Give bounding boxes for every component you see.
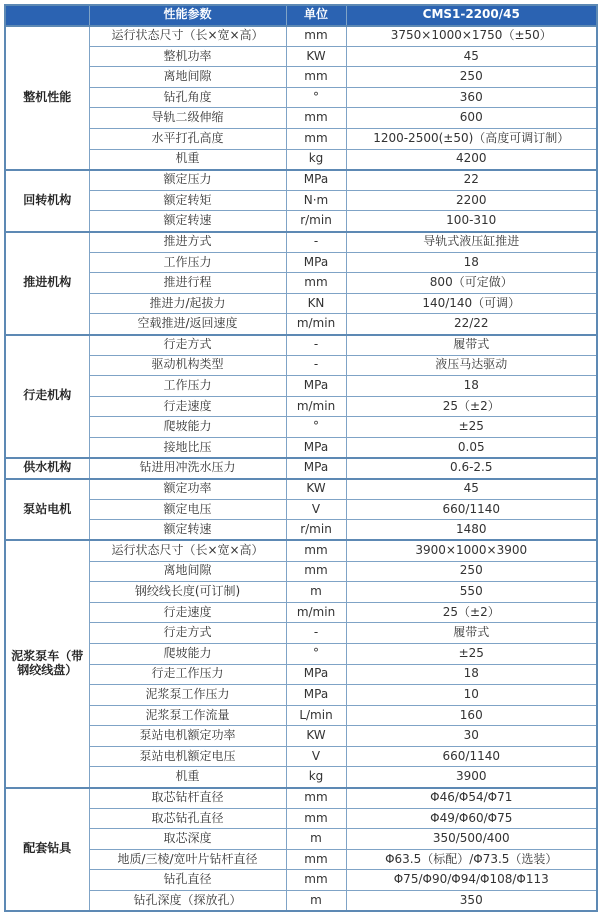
spec-value: ±25	[346, 417, 597, 438]
unit-label: kg	[286, 767, 346, 788]
spec-row	[5, 458, 597, 479]
spec-row	[5, 417, 597, 438]
spec-value: 660/1140	[346, 499, 597, 520]
spec-row	[5, 479, 597, 500]
spec-row	[5, 190, 597, 211]
unit-label: m	[286, 829, 346, 850]
spec-row	[5, 396, 597, 417]
spec-row	[5, 293, 597, 314]
spec-row	[5, 26, 597, 47]
spec-value: 18	[346, 664, 597, 685]
spec-row	[5, 335, 597, 356]
spec-row	[5, 437, 597, 458]
spec-value: 1480	[346, 520, 597, 541]
spec-value: 22/22	[346, 314, 597, 335]
param-name: 额定压力	[89, 170, 286, 191]
param-name: 接地比压	[89, 437, 286, 458]
param-name: 行走速度	[89, 396, 286, 417]
header-group-cell	[5, 5, 89, 26]
spec-row	[5, 67, 597, 88]
spec-row	[5, 252, 597, 273]
unit-label: mm	[286, 870, 346, 891]
unit-label: °	[286, 643, 346, 664]
param-name: 取芯钻孔直径	[89, 808, 286, 829]
spec-row	[5, 499, 597, 520]
spec-value: 25（±2）	[346, 602, 597, 623]
param-name: 额定转速	[89, 520, 286, 541]
spec-row	[5, 602, 597, 623]
spec-row	[5, 540, 597, 561]
param-name: 行走速度	[89, 602, 286, 623]
unit-label: m/min	[286, 602, 346, 623]
param-name: 工作压力	[89, 252, 286, 273]
unit-label: mm	[286, 273, 346, 294]
unit-label: r/min	[286, 520, 346, 541]
spec-row	[5, 685, 597, 706]
group-label: 供水机构	[5, 458, 89, 479]
unit-label: -	[286, 355, 346, 376]
param-name: 水平打孔高度	[89, 129, 286, 150]
header-unit-cell: 单位	[286, 5, 346, 26]
spec-row	[5, 376, 597, 397]
unit-label: MPa	[286, 664, 346, 685]
spec-value: 3900×1000×3900	[346, 540, 597, 561]
spec-row	[5, 314, 597, 335]
unit-label: r/min	[286, 211, 346, 232]
param-name: 行走方式	[89, 335, 286, 356]
spec-row	[5, 561, 597, 582]
spec-row	[5, 726, 597, 747]
spec-value: Φ63.5（标配）/Φ73.5（选装）	[346, 849, 597, 870]
spec-value: ±25	[346, 643, 597, 664]
param-name: 泵站电机额定功率	[89, 726, 286, 747]
spec-row	[5, 891, 597, 912]
param-name: 运行状态尺寸（长×宽×高）	[89, 540, 286, 561]
param-name: 驱动机构类型	[89, 355, 286, 376]
spec-row	[5, 623, 597, 644]
spec-value: 4200	[346, 149, 597, 170]
spec-value: 250	[346, 561, 597, 582]
unit-label: mm	[286, 67, 346, 88]
unit-label: L/min	[286, 705, 346, 726]
spec-row	[5, 788, 597, 809]
param-name: 机重	[89, 767, 286, 788]
spec-row	[5, 746, 597, 767]
unit-label: MPa	[286, 376, 346, 397]
spec-row	[5, 211, 597, 232]
param-name: 离地间隙	[89, 67, 286, 88]
param-name: 机重	[89, 149, 286, 170]
param-name: 爬坡能力	[89, 643, 286, 664]
param-name: 运行状态尺寸（长×宽×高）	[89, 26, 286, 47]
spec-row	[5, 705, 597, 726]
unit-label: mm	[286, 26, 346, 47]
unit-label: KW	[286, 479, 346, 500]
unit-label: V	[286, 746, 346, 767]
unit-label: mm	[286, 129, 346, 150]
spec-value: 25（±2）	[346, 396, 597, 417]
param-name: 整机功率	[89, 46, 286, 67]
spec-value: Φ49/Φ60/Φ75	[346, 808, 597, 829]
spec-value: 导轨式液压缸推进	[346, 232, 597, 253]
unit-label: kg	[286, 149, 346, 170]
param-name: 额定转速	[89, 211, 286, 232]
header-row	[5, 5, 597, 26]
group-label: 行走机构	[5, 335, 89, 459]
group-label: 泥浆泵车（带钢绞线盘）	[5, 540, 89, 787]
spec-value: 350	[346, 891, 597, 912]
unit-label: mm	[286, 540, 346, 561]
spec-row	[5, 520, 597, 541]
param-name: 钻孔角度	[89, 87, 286, 108]
spec-value: 100-310	[346, 211, 597, 232]
spec-value: 18	[346, 376, 597, 397]
unit-label: °	[286, 87, 346, 108]
unit-label: mm	[286, 808, 346, 829]
param-name: 钻孔直径	[89, 870, 286, 891]
unit-label: MPa	[286, 685, 346, 706]
group-label: 回转机构	[5, 170, 89, 232]
unit-label: -	[286, 335, 346, 356]
spec-value: Φ46/Φ54/Φ71	[346, 788, 597, 809]
param-name: 空载推进/返回速度	[89, 314, 286, 335]
spec-value: 履带式	[346, 335, 597, 356]
param-name: 取芯钻杆直径	[89, 788, 286, 809]
header-param-cell: 性能参数	[89, 5, 286, 26]
spec-row	[5, 767, 597, 788]
param-name: 推进行程	[89, 273, 286, 294]
param-name: 行走方式	[89, 623, 286, 644]
spec-row	[5, 273, 597, 294]
spec-value: 800（可定做）	[346, 273, 597, 294]
param-name: 钻进用冲洗水压力	[89, 458, 286, 479]
param-name: 推进方式	[89, 232, 286, 253]
param-name: 额定电压	[89, 499, 286, 520]
group-label: 泵站电机	[5, 479, 89, 541]
param-name: 取芯深度	[89, 829, 286, 850]
param-name: 地质/三棱/宽叶片钻杆直径	[89, 849, 286, 870]
unit-label: KN	[286, 293, 346, 314]
spec-value: 0.05	[346, 437, 597, 458]
spec-row	[5, 643, 597, 664]
spec-value: Φ75/Φ90/Φ94/Φ108/Φ113	[346, 870, 597, 891]
unit-label: °	[286, 417, 346, 438]
unit-label: m	[286, 891, 346, 912]
spec-row	[5, 46, 597, 67]
unit-label: KW	[286, 726, 346, 747]
spec-row	[5, 355, 597, 376]
spec-value: 45	[346, 46, 597, 67]
spec-row	[5, 232, 597, 253]
unit-label: mm	[286, 561, 346, 582]
spec-value: 160	[346, 705, 597, 726]
spec-value: 18	[346, 252, 597, 273]
unit-label: m/min	[286, 396, 346, 417]
param-name: 钻孔深度（探放孔）	[89, 891, 286, 912]
param-name: 爬坡能力	[89, 417, 286, 438]
group-label: 整机性能	[5, 26, 89, 170]
spec-row	[5, 808, 597, 829]
param-name: 推进力/起拔力	[89, 293, 286, 314]
group-label: 配套钻具	[5, 788, 89, 912]
spec-value: 10	[346, 685, 597, 706]
spec-value: 45	[346, 479, 597, 500]
spec-row	[5, 829, 597, 850]
spec-row	[5, 849, 597, 870]
param-name: 泵站电机额定电压	[89, 746, 286, 767]
spec-row	[5, 108, 597, 129]
param-name: 离地间隙	[89, 561, 286, 582]
table-body	[5, 26, 597, 912]
spec-value: 履带式	[346, 623, 597, 644]
spec-value: 2200	[346, 190, 597, 211]
unit-label: mm	[286, 849, 346, 870]
spec-value: 3750×1000×1750（±50）	[346, 26, 597, 47]
header-model-cell: CMS1-2200/45	[346, 5, 597, 26]
unit-label: -	[286, 623, 346, 644]
unit-label: MPa	[286, 252, 346, 273]
spec-value: 250	[346, 67, 597, 88]
unit-label: MPa	[286, 458, 346, 479]
param-name: 工作压力	[89, 376, 286, 397]
spec-value: 600	[346, 108, 597, 129]
spec-value: 22	[346, 170, 597, 191]
unit-label: KW	[286, 46, 346, 67]
param-name: 额定转矩	[89, 190, 286, 211]
spec-value: 3900	[346, 767, 597, 788]
param-name: 泥浆泵工作压力	[89, 685, 286, 706]
unit-label: MPa	[286, 170, 346, 191]
param-name: 钢绞线长度(可订制)	[89, 582, 286, 603]
unit-label: V	[286, 499, 346, 520]
spec-value: 350/500/400	[346, 829, 597, 850]
spec-table	[4, 4, 598, 912]
unit-label: m	[286, 582, 346, 603]
unit-label: m/min	[286, 314, 346, 335]
spec-row	[5, 582, 597, 603]
spec-value: 1200-2500(±50)（高度可调订制）	[346, 129, 597, 150]
spec-row	[5, 129, 597, 150]
param-name: 行走工作压力	[89, 664, 286, 685]
spec-row	[5, 870, 597, 891]
group-label: 推进机构	[5, 232, 89, 335]
spec-value: 30	[346, 726, 597, 747]
unit-label: N·m	[286, 190, 346, 211]
unit-label: mm	[286, 108, 346, 129]
unit-label: MPa	[286, 437, 346, 458]
unit-label: mm	[286, 788, 346, 809]
spec-value: 360	[346, 87, 597, 108]
param-name: 泥浆泵工作流量	[89, 705, 286, 726]
spec-value: 550	[346, 582, 597, 603]
spec-value: 140/140（可调）	[346, 293, 597, 314]
spec-value: 液压马达驱动	[346, 355, 597, 376]
unit-label: -	[286, 232, 346, 253]
param-name: 导轨二级伸缩	[89, 108, 286, 129]
spec-value: 0.6-2.5	[346, 458, 597, 479]
spec-row	[5, 87, 597, 108]
table-header	[5, 5, 597, 26]
spec-row	[5, 664, 597, 685]
param-name: 额定功率	[89, 479, 286, 500]
spec-row	[5, 170, 597, 191]
spec-value: 660/1140	[346, 746, 597, 767]
spec-row	[5, 149, 597, 170]
